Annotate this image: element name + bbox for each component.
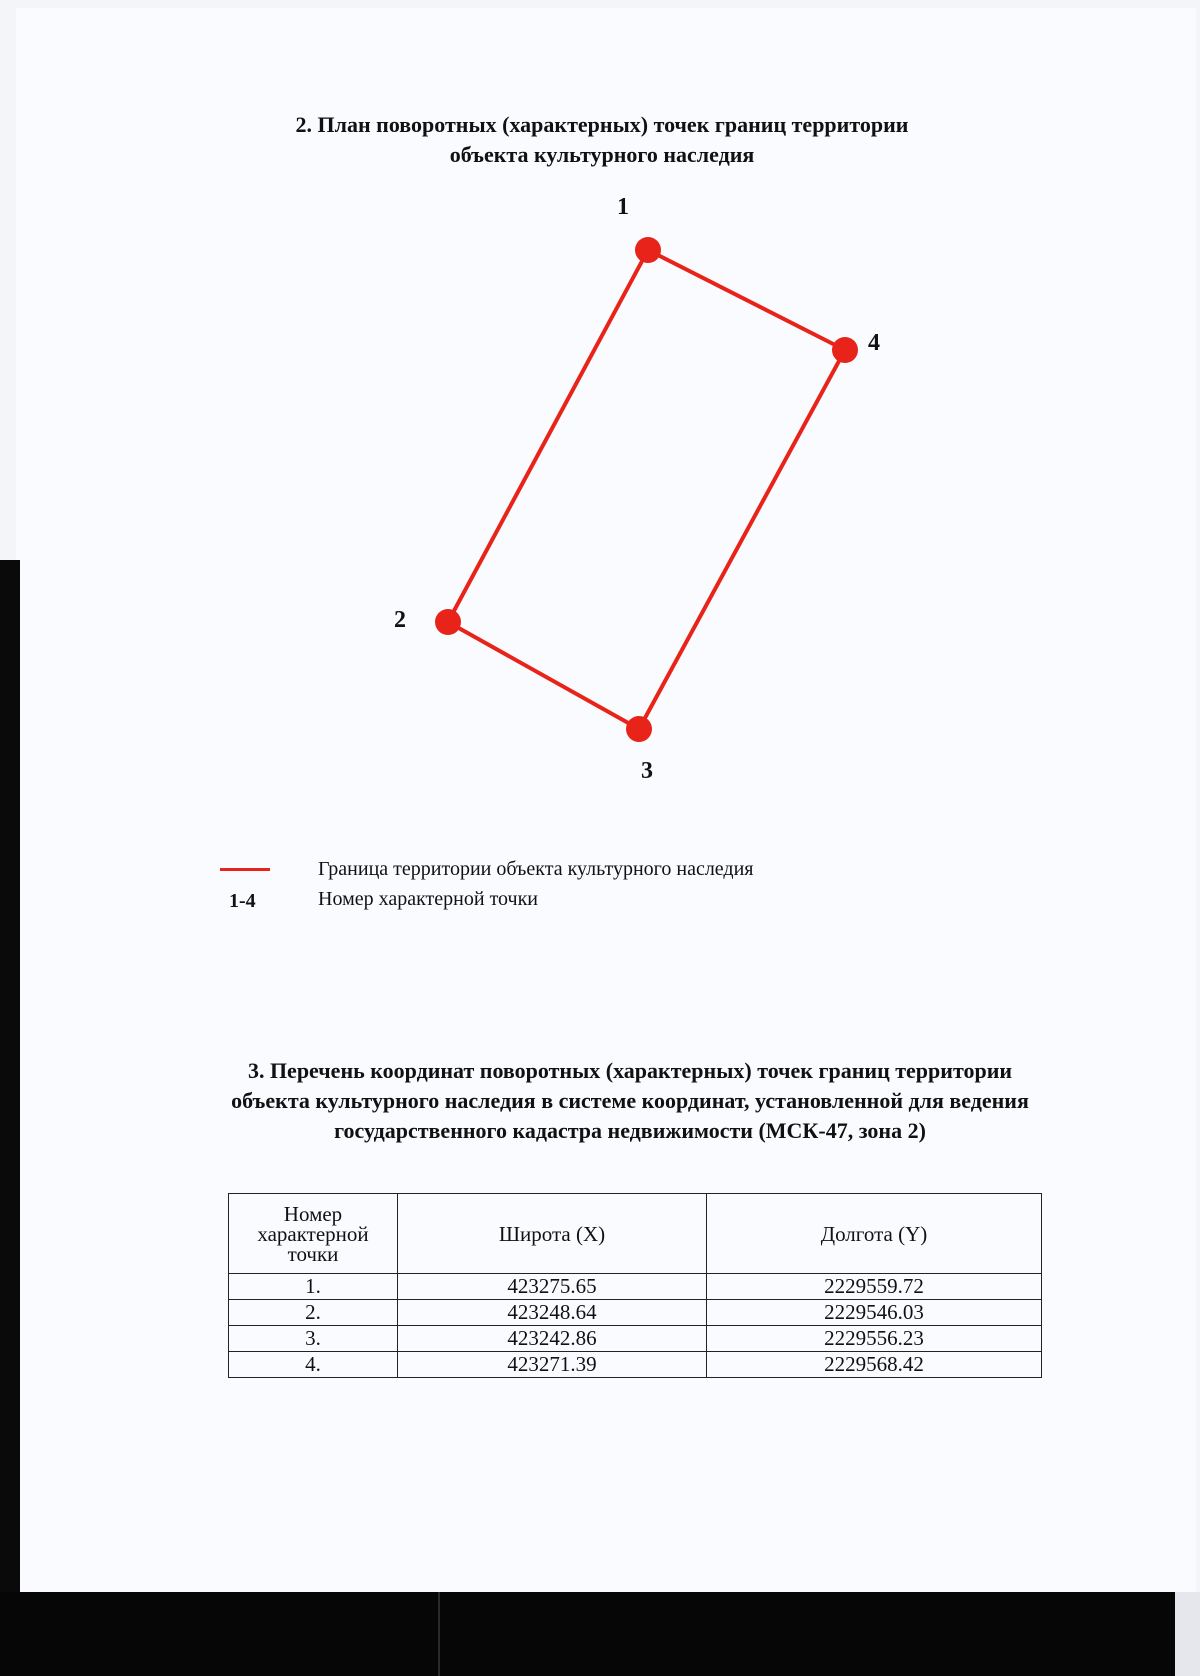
table-header-row [229, 1194, 1042, 1274]
cell-point-number: 2. [229, 1300, 398, 1326]
boundary-polygon [448, 250, 845, 729]
boundary-point-4 [832, 330, 880, 363]
cell-point-number: 4. [229, 1352, 398, 1378]
point-label-4: 4 [868, 330, 880, 356]
coordinates-title-line-1: 3. Перечень координат поворотных (характерных) точек границ территории [247, 1058, 1013, 1083]
boundary-point-2 [394, 607, 461, 635]
cell-longitude: 2229556.23 [707, 1326, 1042, 1352]
header-longitude: Долгота (Y) [707, 1194, 1042, 1274]
point-label-1: 1 [617, 194, 629, 220]
table-row [229, 1352, 1042, 1378]
boundary-point-1 [617, 194, 661, 263]
header-latitude: Широта (X) [398, 1194, 707, 1274]
scan-shadow-left [0, 560, 20, 1676]
table-row [229, 1326, 1042, 1352]
cell-point-number: 3. [229, 1326, 398, 1352]
cell-point-number: 1. [229, 1274, 398, 1300]
header-num-line-3: точки [287, 1241, 339, 1266]
header-point-number [229, 1194, 398, 1274]
scan-shadow-bottom [0, 1592, 1175, 1676]
legend-points-text: Номер характерной точки [318, 888, 538, 910]
boundary-point-3 [626, 716, 653, 784]
coordinates-title [130, 1056, 1130, 1146]
coordinates-title-line-2: объекта культурного наследия в системе координат, установленной для ведения [231, 1088, 1029, 1113]
coordinates-table [228, 1193, 1042, 1378]
table-row [229, 1274, 1042, 1300]
scan-shadow-seam [438, 1592, 440, 1676]
legend-boundary-line [220, 868, 270, 871]
point-label-3: 3 [641, 758, 653, 784]
plan-title-line-2: объекта культурного наследия [449, 142, 755, 167]
legend-boundary-text: Граница территории объекта культурного наследия [318, 858, 754, 880]
cell-latitude: 423248.64 [398, 1300, 707, 1326]
table-row [229, 1300, 1042, 1326]
plan-title-line-1: 2. План поворотных (характерных) точек границ территории [295, 112, 909, 137]
scan-margin-right [1175, 1592, 1200, 1676]
cell-longitude: 2229559.72 [707, 1274, 1042, 1300]
cell-latitude: 423275.65 [398, 1274, 707, 1300]
header-num-line-2: характерной [257, 1221, 369, 1246]
legend-points-key: 1-4 [229, 890, 256, 912]
boundary-plan [0, 0, 1200, 820]
header-num-line-1: Номер [283, 1201, 343, 1226]
cell-latitude: 423242.86 [398, 1326, 707, 1352]
cell-longitude: 2229568.42 [707, 1352, 1042, 1378]
point-label-2: 2 [394, 607, 406, 633]
coordinates-title-line-3: государственного кадастра недвижимости (МСК-47, зона 2) [334, 1118, 926, 1143]
cell-latitude: 423271.39 [398, 1352, 707, 1378]
cell-longitude: 2229546.03 [707, 1300, 1042, 1326]
